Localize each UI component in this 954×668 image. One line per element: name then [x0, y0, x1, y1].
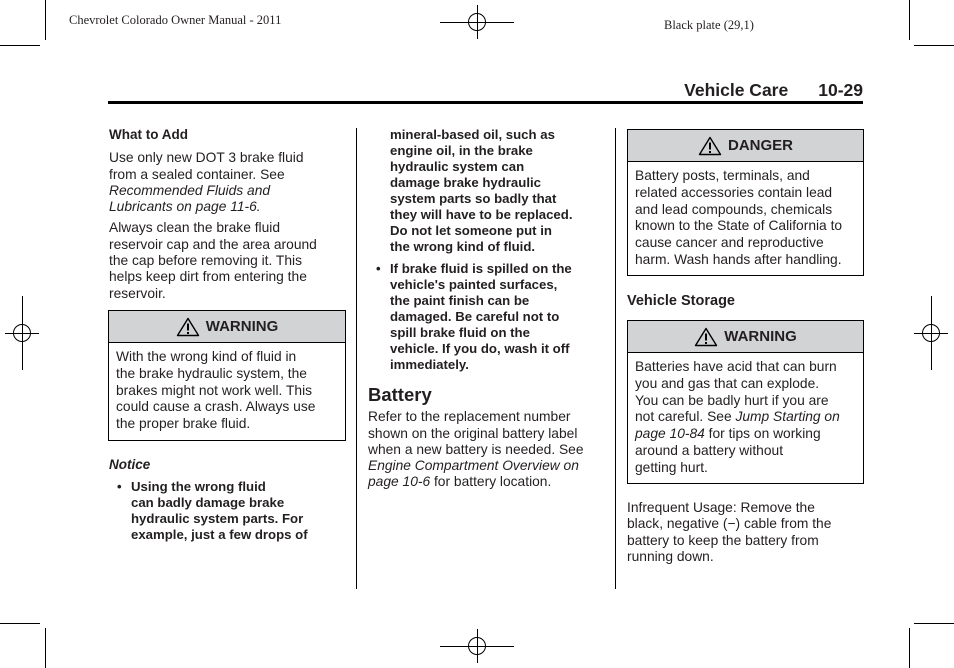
text-line: shown on the original battery label — [368, 425, 578, 441]
section-title: Vehicle Care — [684, 80, 789, 100]
text-line: around a battery without — [635, 442, 784, 458]
text-line: when a new battery is needed. See — [368, 441, 584, 457]
text-line: engine oil, in the brake — [390, 143, 533, 158]
column-2 — [368, 127, 608, 491]
crop-mark — [45, 628, 46, 668]
text-line: vehicle. If you do, wash it off — [390, 341, 570, 356]
text-line: you and gas that can explode. — [635, 375, 820, 391]
paragraph — [368, 409, 608, 490]
text-line: hydraulic system can — [390, 159, 525, 174]
warning-box — [108, 310, 346, 441]
cross-reference-link[interactable]: Lubricants on page 11-6. — [109, 199, 261, 215]
crop-mark — [45, 0, 46, 40]
crop-mark — [914, 623, 954, 624]
text-line: damage brake hydraulic — [390, 175, 541, 190]
danger-box — [627, 129, 864, 276]
text-line: Battery posts, terminals, and — [635, 168, 810, 183]
text-line: You can be badly hurt if you are — [635, 392, 829, 408]
text-line: getting hurt. — [635, 459, 708, 475]
text-line: for tips on working — [704, 426, 821, 442]
text-line: the brake hydraulic system, the — [116, 365, 307, 381]
text-line: they will have to be replaced. — [390, 207, 573, 222]
notice-section — [109, 457, 349, 543]
cross-reference-link[interactable]: Jump Starting on — [735, 409, 840, 425]
exclamation-triangle-icon — [694, 327, 718, 347]
text-line: Batteries have acid that can burn — [635, 359, 837, 374]
running-header — [400, 80, 863, 101]
paragraph — [109, 220, 349, 301]
text-line: and lead compounds, chemicals — [635, 201, 833, 217]
column-divider — [356, 128, 357, 589]
text-line: spill brake fluid on the — [390, 325, 530, 340]
header-rule — [108, 101, 863, 104]
text-line: the paint finish can be — [390, 293, 530, 308]
infrequent-usage-paragraph — [627, 500, 867, 565]
text-line: If brake fluid is spilled on the — [390, 261, 572, 276]
text-line: harm. Wash hands after handling. — [635, 251, 842, 267]
cross-reference-link[interactable]: page 10-84 — [635, 426, 705, 442]
vehicle-storage-heading: Vehicle Storage — [627, 293, 735, 309]
text-line: Using the wrong fluid — [131, 479, 266, 495]
cross-reference-link[interactable]: Engine Compartment Overview on — [368, 458, 579, 474]
text-line: brakes might not work well. This — [116, 382, 313, 398]
battery-heading: Battery — [368, 384, 432, 405]
exclamation-triangle-icon — [698, 136, 722, 156]
warning-header — [109, 311, 345, 343]
text-line: cause cancer and reproductive — [635, 235, 824, 251]
text-line: battery to keep the battery from — [627, 532, 819, 548]
crop-mark — [0, 45, 40, 46]
text-line: known to the State of California to — [635, 218, 843, 234]
cross-reference-link[interactable]: Recommended Fluids and — [109, 182, 271, 198]
text-line: for battery location. — [430, 474, 552, 490]
text-line: Use only new DOT 3 brake fluid — [109, 150, 304, 166]
text-line: reservoir cap and the area around — [109, 236, 317, 252]
text-line: could cause a crash. Always use — [116, 399, 316, 415]
warning-title: WARNING — [205, 318, 279, 335]
exclamation-triangle-icon — [176, 317, 200, 337]
bullet-item — [368, 261, 608, 373]
bullet-dot: • — [117, 479, 122, 495]
crop-mark — [909, 628, 910, 668]
crop-mark — [0, 623, 40, 624]
text-line: the cap before removing it. This — [109, 253, 303, 269]
bullet-dot: • — [376, 261, 381, 276]
warning-header — [628, 321, 863, 353]
column-divider — [615, 128, 616, 589]
danger-title: DANGER — [727, 137, 793, 154]
text-line: the proper brake fluid. — [116, 416, 251, 432]
column-1 — [109, 127, 349, 302]
bullet-continuation — [368, 127, 608, 255]
text-line: Do not let someone put in — [390, 223, 552, 238]
crop-mark — [914, 45, 954, 46]
notice-label: Notice — [109, 457, 151, 472]
warning-title: WARNING — [724, 328, 797, 345]
text-line: vehicle's painted surfaces, — [390, 277, 558, 292]
warning-box — [627, 320, 864, 484]
text-line: the wrong kind of fluid. — [390, 239, 536, 254]
text-line: example, just a few drops of — [131, 527, 308, 543]
text-line: related accessories contain lead — [635, 184, 833, 200]
crop-mark — [909, 0, 910, 40]
registration-mark — [914, 316, 948, 350]
registration-mark — [460, 5, 494, 39]
text-line: not careful. See — [635, 409, 736, 425]
text-line: black, negative (−) cable from the — [627, 516, 832, 532]
plate-number: Black plate (29,1) — [664, 18, 754, 32]
plate-title: Chevrolet Colorado Owner Manual - 2011 — [69, 13, 282, 27]
text-line: from a sealed container. See — [109, 166, 285, 182]
cross-reference-link[interactable]: page 10-6 — [368, 474, 431, 490]
text-line: mineral-based oil, such as — [390, 127, 555, 142]
bullet-item — [109, 479, 349, 543]
page-number: 10-29 — [818, 80, 863, 100]
text-line: Always clean the brake fluid — [109, 220, 281, 236]
text-line: running down. — [627, 548, 714, 564]
text-line: system parts so badly that — [390, 191, 557, 206]
text-line: helps keep dirt from entering the — [109, 269, 307, 285]
registration-mark — [5, 316, 39, 350]
warning-body — [109, 343, 345, 433]
text-line: immediately. — [390, 357, 469, 372]
danger-body — [628, 162, 863, 269]
what-to-add-heading: What to Add — [109, 127, 188, 142]
text-line: With the wrong kind of fluid in — [116, 349, 297, 364]
registration-mark — [460, 629, 494, 663]
text-line: reservoir. — [109, 285, 166, 301]
text-line: Refer to the replacement number — [368, 409, 571, 425]
text-line: Infrequent Usage: Remove the — [627, 500, 815, 515]
text-line: hydraulic system parts. For — [131, 511, 304, 527]
warning-body — [628, 353, 863, 477]
paragraph — [109, 150, 349, 215]
danger-header — [628, 130, 863, 162]
text-line: can badly damage brake — [131, 495, 285, 511]
text-line: damaged. Be careful not to — [390, 309, 560, 324]
